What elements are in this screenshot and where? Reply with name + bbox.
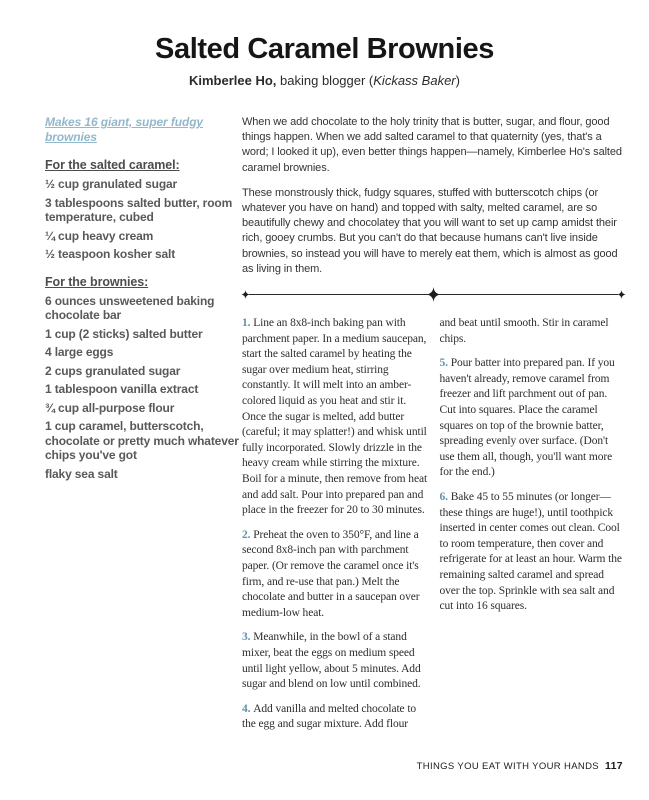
ingredient-item: 1 cup caramel, butterscotch, chocolate or pretty much whatever chips you've got (45, 419, 239, 462)
recipe-step: 1. Line an 8x8-inch baking pan with parchment paper. In a medium saucepan, start the salted caramel by heating the sugar over medium heat, stirring constantly. It will melt into an amber-colored liquid as you heat and stir it. Once the sugar is melted, add butter (careful; it may splatter!) and whisk until fully incorporated. Slowly drizzle in the heavy cream while stirring the mixture. Boil for a minute, then remove from heat and add salt. Pour into prepared pan and place in the freezer for 20 to 30 minutes. (242, 317, 428, 517)
ingredient-item: flaky sea salt (45, 466, 118, 481)
ingredients-sidebar (45, 115, 242, 485)
intro (242, 115, 625, 277)
step-number: 4. (242, 702, 254, 715)
page-number: 117 (605, 760, 623, 772)
yield-note: Makes 16 giant, super fudgy brownies (45, 115, 204, 144)
recipe-step: 5. Pour batter into prepared pan. If you haven't already, remove caramel from freezer and lift parchment out of pan. Cut into squares. Place the caramel squares on top of the brownie batter, spreading evenly over surface. (Don't use them all, though, you'll want more for the end.) (439, 357, 615, 479)
intro-paragraph: These monstrously thick, fudgy squares, stuffed with butterscotch chips (or whatever you have on hand) and topped with salty, melted caramel, are so beautifully chewy and chocolatey that you will want to set up camp amidst their rich, gooey crumbs. But you can't do that because humans can't live inside brownies, so instead you will have to merely eat them, which is almost as good as living in them. (242, 186, 618, 275)
ingredient-sections (45, 158, 242, 481)
byline-author: Kimberlee Ho, (189, 73, 277, 88)
ingredient-section-heading: For the salted caramel: (45, 158, 180, 172)
recipe-step: 4. Add vanilla and melted chocolate to the egg and sugar mixture. Add flour (242, 702, 417, 731)
ingredient-item: ½ cup granulated sugar (45, 177, 178, 191)
ingredient-item: 1 tablespoon vanilla extract (45, 382, 199, 396)
recipe-steps (242, 316, 625, 742)
step-number: 2. (242, 528, 254, 541)
ingredient-item: 1 cup (2 sticks) salted butter (45, 326, 203, 341)
byline-blog-name: Kickass Baker (373, 73, 456, 88)
step-number: 6. (439, 490, 451, 503)
ingredient-item: ½ teaspoon kosher salt (45, 247, 176, 261)
page-title: Salted Caramel Brownies (155, 33, 494, 65)
byline (0, 73, 649, 88)
step-number: 3. (242, 631, 254, 644)
running-head: THINGS YOU EAT WITH YOUR HANDS (416, 761, 599, 772)
step-number: 1. (242, 317, 254, 330)
step-number: 5. (439, 357, 451, 370)
intro-paragraph: When we add chocolate to the holy trinity that is butter, sugar, and flour, good things happen. When we add salted caramel to that quaternity (yes, that's a word; I looked it up), even better things happen—namely, Kimberlee Ho's salted caramel brownies. (242, 116, 622, 174)
star-ornament-icon (617, 290, 626, 299)
ingredient-item: 2 cups granulated sugar (45, 363, 181, 378)
recipe-step: 2. Preheat the oven to 350°F, and line a second 8x8-inch pan with parchment paper. (Or remove the caramel once it's firm, and re-use that pan.) Melt the chocolate and butter in a saucepan over medium-low heat. (242, 528, 420, 619)
recipe-step: 6. Bake 45 to 55 minutes (or longer—these things are huge!), until toothpick inserted in center comes out clean. Cool to room temperature, then cover and refrigerate for at least an hour. Warm the remaining salted caramel and spread over the top. Sprinkle with sea salt and cut into 16 squares. (439, 490, 622, 613)
ingredient-item: 3 tablespoons salted butter, room temperature, cubed (45, 195, 233, 224)
divider-line (249, 294, 428, 295)
page-content (45, 115, 625, 742)
ingredient-item: ¼ cup heavy cream (45, 228, 154, 243)
steps-column-left (242, 316, 428, 742)
page-footer (417, 760, 623, 772)
byline-close-paren: ) (455, 73, 460, 88)
ingredient-item: 6 ounces unsweetened baking chocolate bar (45, 293, 215, 322)
ingredient-section-heading: For the brownies: (45, 274, 149, 289)
main-column (242, 115, 625, 742)
section-divider (242, 287, 625, 302)
ingredient-item: 4 large eggs (45, 345, 114, 359)
ingredient-item: ¾ cup all-purpose flour (45, 400, 175, 415)
page-header (0, 0, 649, 88)
recipe-step: 3. Meanwhile, in the bowl of a stand mixer, beat the eggs on medium speed until light yellow, about 5 minutes. Add sugar and blend on low until combined. (242, 631, 421, 691)
divider-line (439, 294, 618, 295)
byline-role: baking blogger ( (276, 73, 374, 88)
steps-column-right (440, 316, 626, 742)
recipe-step: and beat until smooth. Stir in caramel chips. (439, 317, 609, 345)
